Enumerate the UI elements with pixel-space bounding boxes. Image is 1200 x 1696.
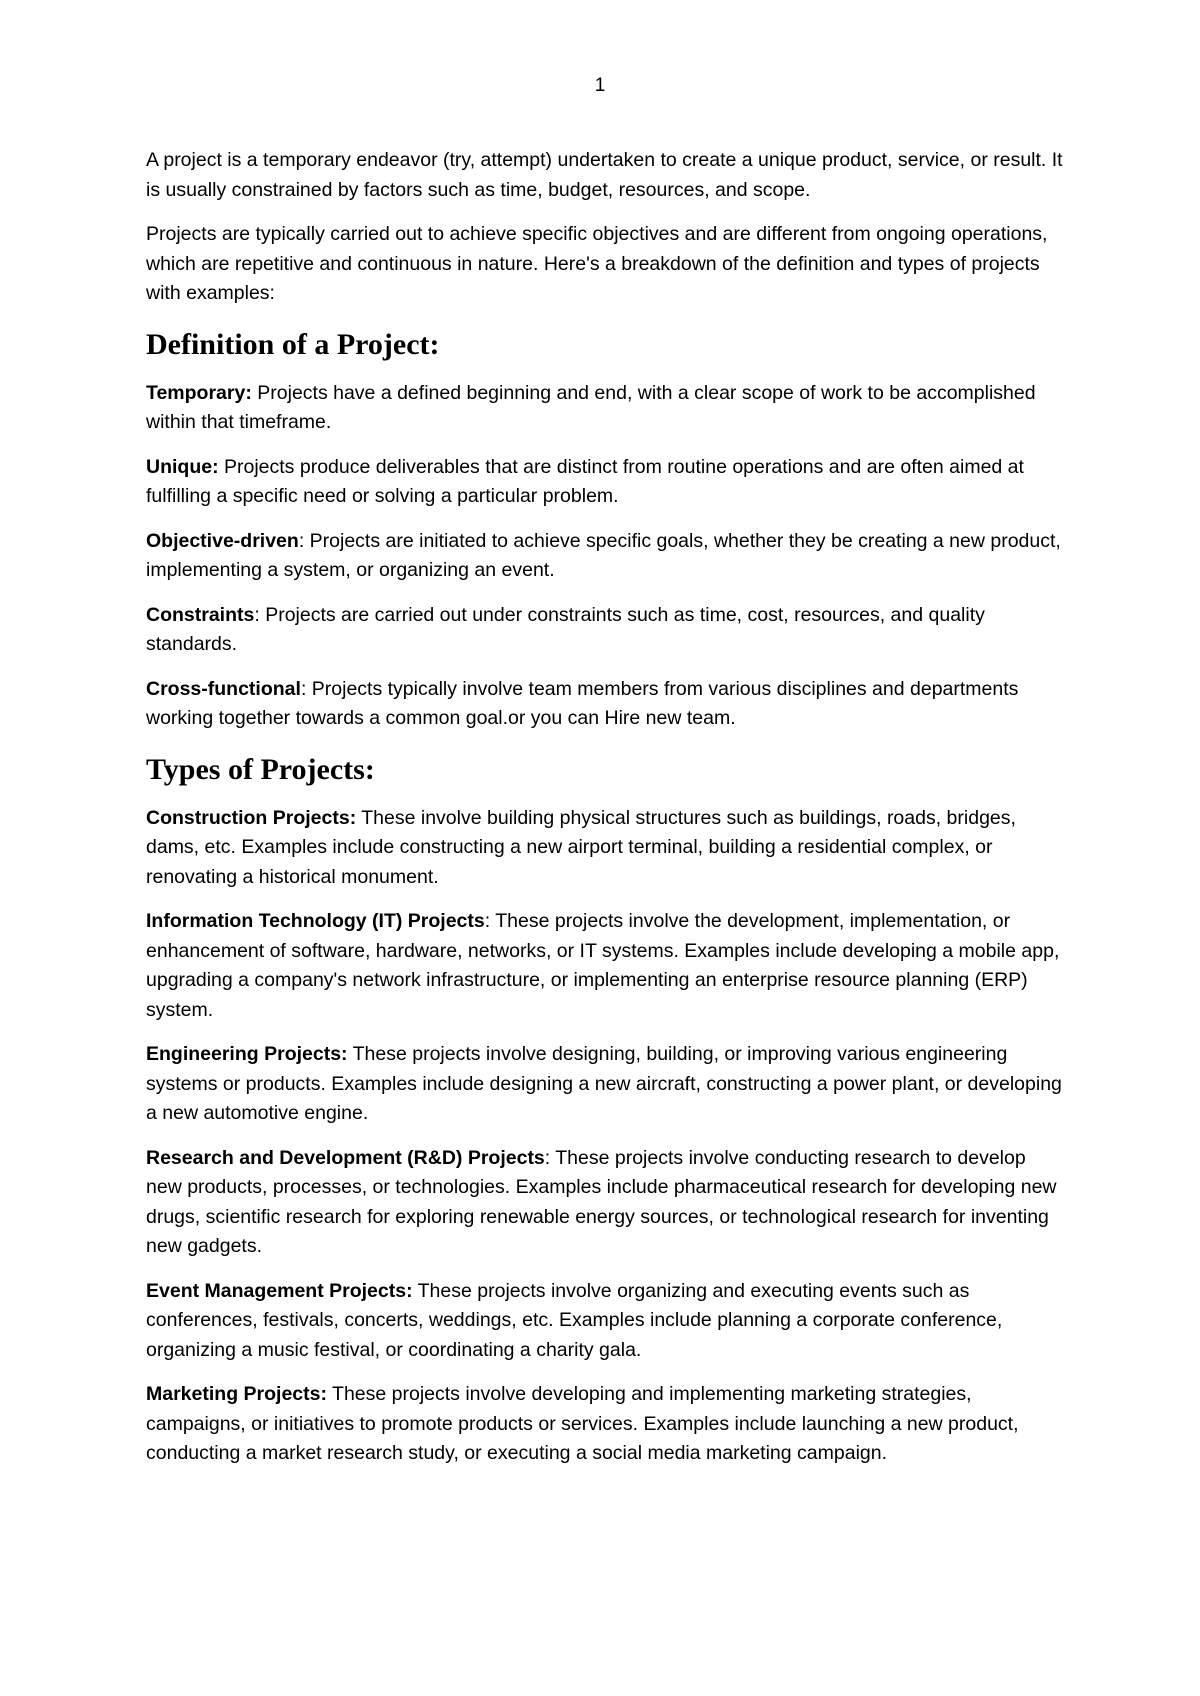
definition-item-constraints [146,601,1066,660]
type-text: : These projects involve conducting research to develop new products, processes, or technologies. Examples include pharmaceutical research for developing new drugs, scientific research for exploring renewable energy sources, or technological research for inventing new gadgets. [146,1146,1057,1257]
definition-item-unique [146,453,1066,512]
type-item-engineering [146,1040,1066,1129]
types-heading: Types of Projects: [146,752,375,786]
definition-text: Projects produce deliverables that are distinct from routine operations and are often aimed at fulfilling a specific need or solving a particular problem. [146,455,1024,507]
definition-term: Cross-functional [146,677,301,700]
definition-term: Objective-driven [146,529,299,552]
intro-paragraph-2: Projects are typically carried out to achieve specific objectives and are different from ongoing operations, which are repetitive and continuous in nature. Here's a breakdown of the definition and types of projects with examples: [146,223,1048,304]
type-text: These projects involve organizing and executing events such as conferences, festivals, concerts, weddings, etc. Examples include planning a corporate conference, organizing a music festival, or coordinating a charity gala. [146,1279,1003,1361]
definition-term: Unique: [146,455,219,478]
definition-term: Temporary: [146,381,252,404]
type-term: Event Management Projects: [146,1279,413,1302]
type-text: These projects involve designing, building, or improving various engineering systems or products. Examples include designing a new aircraft, constructing a power plant, or developing a new automotive engine. [146,1043,1062,1124]
type-text: : These projects involve the development, implementation, or enhancement of software, hardware, networks, or IT systems. Examples include developing a mobile app, upgrading a company's network infrastructure, or implementing an enterprise resource planning (ERP) system. [146,910,1060,1021]
definition-text: Projects have a defined beginning and end, with a clear scope of work to be accomplished within that timeframe. [146,381,1036,433]
intro-paragraph-1: A project is a temporary endeavor (try, attempt) undertaken to create a unique product, service, or result. It is usually constrained by factors such as time, budget, resources, and scope. [146,149,1063,201]
definition-text: : Projects are carried out under constraints such as time, cost, resources, and quality standards. [146,603,985,655]
type-item-it [146,907,1066,1025]
type-term: Research and Development (R&D) Projects [146,1146,545,1169]
definition-text: : Projects are initiated to achieve specific goals, whether they be creating a new product, implementing a system, or organizing an event. [146,529,1061,581]
definition-text: : Projects typically involve team members from various disciplines and departments working together towards a common goal.or you can Hire new team. [146,677,1019,729]
type-item-marketing [146,1380,1066,1469]
type-text: These involve building physical structures such as buildings, roads, bridges, dams, etc. Examples include constructing a new airport terminal, building a residential complex, or renovating a historical monument. [146,806,1016,888]
type-item-construction [146,804,1066,893]
type-term: Marketing Projects: [146,1383,327,1405]
definition-heading: Definition of a Project: [146,327,440,361]
definition-term: Constraints [146,603,255,626]
type-term: Engineering Projects: [146,1043,348,1065]
type-text: These projects involve developing and implementing marketing strategies, campaigns, or initiatives to promote products or services. Examples include launching a new product, conducting a market research study, or executing a social media marketing campaign. [146,1383,1019,1464]
type-item-event-management [146,1277,1066,1366]
page-number: 1 [594,75,606,96]
definition-item-cross-functional [146,675,1066,734]
document-body [146,146,1066,1484]
definition-item-objective-driven [146,527,1066,586]
type-term: Information Technology (IT) Projects [146,910,485,932]
definition-item-temporary [146,379,1066,438]
type-item-research-development [146,1144,1066,1262]
type-term: Construction Projects: [146,806,357,829]
